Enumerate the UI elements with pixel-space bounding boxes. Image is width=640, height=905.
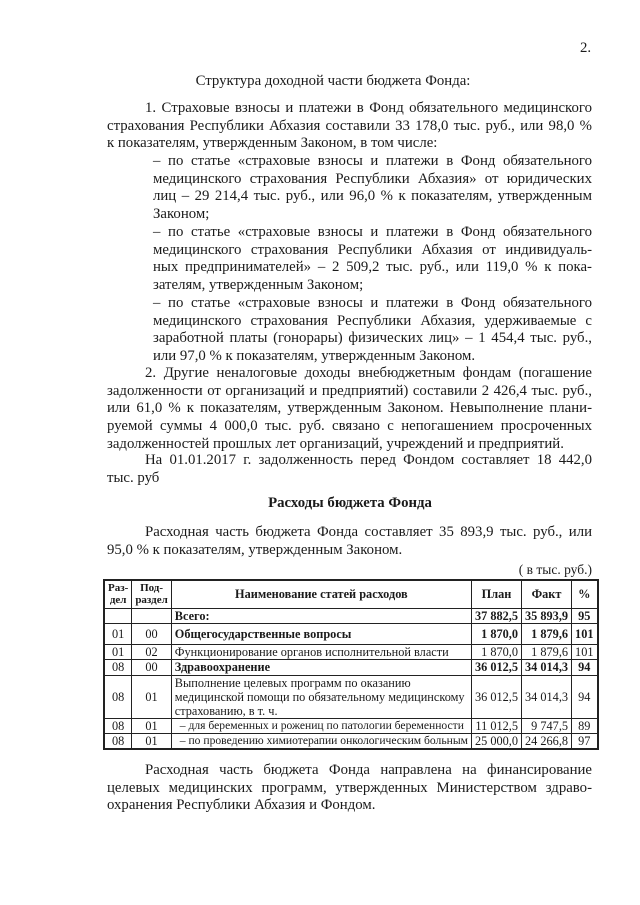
p2-line: задолженности от организаций и предприятий) составили 2 426,4 тыс. руб., xyxy=(107,382,592,399)
p3-line: тыс. руб xyxy=(107,469,160,486)
list3-line: или 97,0 % к показателям, утвержденным Законом. xyxy=(153,348,476,365)
cell-podrazdel: 01 xyxy=(132,733,171,749)
cell-fact: 24 266,8 xyxy=(522,733,572,749)
list1-line: Законом; xyxy=(153,206,210,223)
col-razdel: Раз-дел xyxy=(104,580,132,608)
cell-razdel: 08 xyxy=(104,718,132,733)
cell-podrazdel: 02 xyxy=(132,644,171,659)
p3-line: На 01.01.2017 г. задолженность перед Фондом составляет 18 442,0 xyxy=(145,452,592,468)
cell-razdel xyxy=(104,608,132,623)
list3-line: – по статье «страховые взносы и платежи в Фонд обязательного xyxy=(153,295,592,311)
cell-pct: 94 xyxy=(572,659,598,675)
col-pct: % xyxy=(572,580,598,608)
expenses-heading: Расходы бюджета Фонда xyxy=(268,495,432,511)
cell-name: Общегосударственные вопросы xyxy=(171,623,471,644)
list1-line: лиц – 29 214,4 тыс. руб., или 96,0 % к показателям, утвержденным xyxy=(153,188,592,205)
cell-pct: 95 xyxy=(572,608,598,623)
col-name: Наименование статей расходов xyxy=(171,580,471,608)
p2-line: 2. Другие неналоговые доходы внебюджетным фондам (погашение xyxy=(145,365,592,381)
cell-name: – по проведению химиотерапии онкологическим больным xyxy=(171,733,471,749)
cell-plan: 1 870,0 xyxy=(471,644,521,659)
cell-name: – для беременных и рожениц по патологии беременности xyxy=(171,718,471,733)
list2-line: ных предпринимателей» – 2 509,2 тыс. руб., или 119,0 % к пока- xyxy=(153,259,592,276)
p1-line: к показателям, утвержденным Законом, в том числе: xyxy=(107,135,438,152)
page-number: 2. xyxy=(580,40,592,56)
cell-fact: 34 014,3 xyxy=(522,659,572,675)
table-row xyxy=(104,623,598,644)
cell-razdel: 01 xyxy=(104,623,132,644)
table-row xyxy=(104,733,598,749)
expenses-table xyxy=(103,579,599,750)
cell-pct: 94 xyxy=(572,675,598,718)
p1-line: 1. Страховые взносы и платежи в Фонд обязательного медицинского xyxy=(145,100,592,116)
table-header-row xyxy=(104,580,598,608)
cell-podrazdel: 01 xyxy=(132,718,171,733)
list2-line: зателям, утвержденным Законом; xyxy=(153,277,364,294)
table-row xyxy=(104,608,598,623)
cell-plan: 1 870,0 xyxy=(471,623,521,644)
cell-fact: 34 014,3 xyxy=(522,675,572,718)
cell-fact: 1 879,6 xyxy=(522,623,572,644)
table-row xyxy=(104,718,598,733)
cell-name: Выполнение целевых программ по оказанию медицинской помощи по обязательному медицинскому страхованию, в т. ч. xyxy=(171,675,471,718)
list3-line: медицинского страхования Республики Абхазия, удерживаемые с xyxy=(153,312,592,329)
col-podrazdel: Под-раздел xyxy=(132,580,171,608)
cell-pct: 101 xyxy=(572,644,598,659)
cell-plan: 25 000,0 xyxy=(471,733,521,749)
cell-podrazdel xyxy=(132,608,171,623)
cell-fact: 35 893,9 xyxy=(522,608,572,623)
p5-line: Расходная часть бюджета Фонда направлена на финансирование xyxy=(145,762,592,778)
cell-name: Всего: xyxy=(171,608,471,623)
cell-razdel: 08 xyxy=(104,733,132,749)
cell-name: Функционирование органов исполнительной власти xyxy=(171,644,471,659)
cell-podrazdel: 01 xyxy=(132,675,171,718)
p1-line: страхования Республики Абхазия составили 33 178,0 тыс. руб., или 98,0 % xyxy=(107,117,592,134)
p2-line: руемой суммы 4 000,0 тыс. руб. связано с непогашением просроченных xyxy=(107,418,592,435)
cell-plan: 36 012,5 xyxy=(471,659,521,675)
table-row xyxy=(104,644,598,659)
list3-line: заработной платы (гонорары) физических лиц» – 1 454,4 тыс. руб., xyxy=(153,330,592,347)
cell-pct: 89 xyxy=(572,718,598,733)
cell-razdel: 01 xyxy=(104,644,132,659)
p2-line: задолженностей прошлых лет организаций, учреждений и предприятий. xyxy=(107,435,564,452)
cell-pct: 101 xyxy=(572,623,598,644)
cell-plan: 37 882,5 xyxy=(471,608,521,623)
cell-razdel: 08 xyxy=(104,659,132,675)
cell-plan: 36 012,5 xyxy=(471,675,521,718)
list2-line: медицинского страхования Республики Абхазия от индивидуаль- xyxy=(153,241,592,258)
list1-line: – по статье «страховые взносы и платежи в Фонд обязательного xyxy=(153,153,592,169)
unit-note: ( в тыс. руб.) xyxy=(518,562,592,577)
p2-line: или 61,0 % к показателям, утвержденным Законом. Невыполнение плани- xyxy=(107,400,592,417)
table-row xyxy=(104,675,598,718)
cell-razdel: 08 xyxy=(104,675,132,718)
cell-podrazdel: 00 xyxy=(132,623,171,644)
cell-fact: 1 879,6 xyxy=(522,644,572,659)
cell-fact: 9 747,5 xyxy=(522,718,572,733)
section-title: Структура доходной части бюджета Фонда: xyxy=(195,73,471,89)
table-row xyxy=(104,659,598,675)
col-plan: План xyxy=(471,580,521,608)
cell-pct: 97 xyxy=(572,733,598,749)
p4-line: Расходная часть бюджета Фонда составляет 35 893,9 тыс. руб., или xyxy=(145,524,592,540)
list2-line: – по статье «страховые взносы и платежи в Фонд обязательного xyxy=(153,224,592,240)
p5-line: целевых медицинских программ, утвержденных Министерством здраво- xyxy=(107,779,592,796)
cell-name: Здравоохранение xyxy=(171,659,471,675)
cell-plan: 11 012,5 xyxy=(471,718,521,733)
p4-line: 95,0 % к показателям, утвержденным Законом. xyxy=(107,541,403,558)
cell-podrazdel: 00 xyxy=(132,659,171,675)
col-fact: Факт xyxy=(522,580,572,608)
list1-line: медицинского страхования Республики Абхазия» от юридических xyxy=(153,170,592,187)
p5-line: охранения Республики Абхазия и Фондом. xyxy=(107,797,376,814)
